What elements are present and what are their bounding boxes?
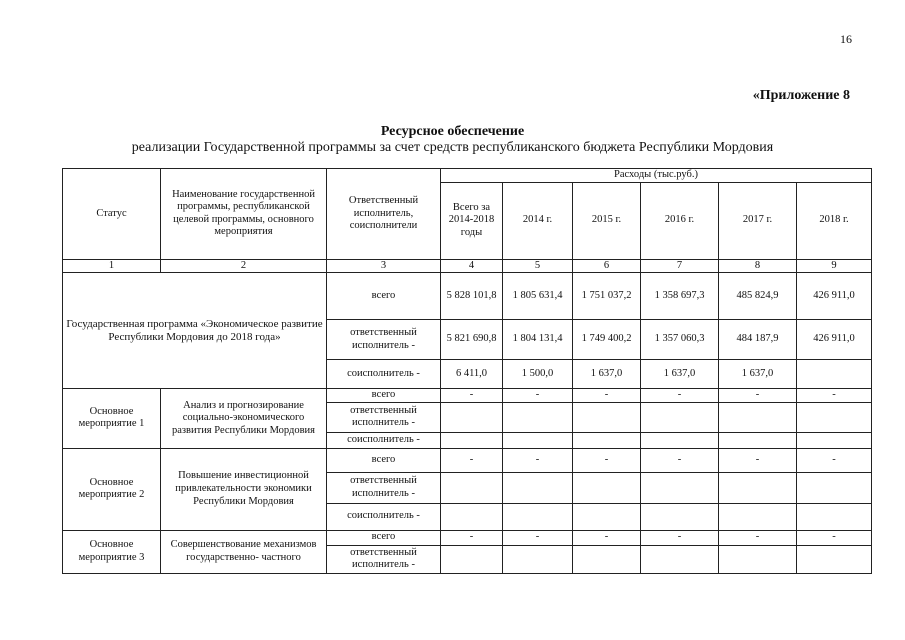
header-year: 2017 г.	[719, 182, 797, 259]
activity-name: Повышение инвестиционной привлекательности экономики Республики Мордовия	[161, 448, 327, 530]
role-cell: соисполнитель -	[327, 360, 441, 389]
value-cell: -	[441, 389, 503, 403]
column-number: 8	[719, 259, 797, 273]
value-cell: 484 187,9	[719, 320, 797, 360]
column-number: 2	[161, 259, 327, 273]
column-number: 3	[327, 259, 441, 273]
role-cell: всего	[327, 448, 441, 472]
value-cell	[797, 402, 872, 432]
value-cell: 1 637,0	[573, 360, 641, 389]
value-cell: 1 751 037,2	[573, 273, 641, 320]
value-cell	[573, 472, 641, 503]
value-cell	[573, 503, 641, 530]
value-cell	[797, 360, 872, 389]
value-cell	[641, 545, 719, 573]
header-year: 2018 г.	[797, 182, 872, 259]
resource-table	[62, 168, 872, 574]
value-cell	[503, 503, 573, 530]
value-cell	[719, 402, 797, 432]
value-cell	[441, 402, 503, 432]
role-cell: соисполнитель -	[327, 432, 441, 448]
appendix-label: «Приложение 8	[752, 88, 850, 103]
value-cell	[641, 503, 719, 530]
header-status: Статус	[63, 169, 161, 260]
column-number: 9	[797, 259, 872, 273]
table-row	[63, 448, 872, 472]
value-cell: 1 637,0	[641, 360, 719, 389]
value-cell: -	[641, 389, 719, 403]
header-executor: Ответственный исполнитель, соисполнители	[327, 169, 441, 260]
value-cell: -	[441, 448, 503, 472]
value-cell	[441, 545, 503, 573]
column-number: 5	[503, 259, 573, 273]
role-cell: ответственный исполнитель -	[327, 545, 441, 573]
value-cell	[573, 432, 641, 448]
value-cell: 1 637,0	[719, 360, 797, 389]
activity-status: Основное мероприятие 1	[63, 389, 161, 449]
table-row	[63, 389, 872, 403]
value-cell: 1 805 631,4	[503, 273, 573, 320]
role-cell: всего	[327, 389, 441, 403]
value-cell: -	[503, 530, 573, 545]
activity-status: Основное мероприятие 3	[63, 530, 161, 573]
value-cell	[719, 472, 797, 503]
header-row	[63, 169, 872, 183]
value-cell	[503, 402, 573, 432]
value-cell	[641, 432, 719, 448]
header-expenses: Расходы (тыс.руб.)	[441, 169, 872, 183]
value-cell: -	[641, 530, 719, 545]
column-number-row	[63, 259, 872, 273]
value-cell	[573, 545, 641, 573]
value-cell	[441, 472, 503, 503]
header-name: Наименование государственной программы, республиканской целевой программы, основного мероприятия	[161, 169, 327, 260]
document-subtitle: реализации Государственной программы за счет средств республиканского бюджета Республики Мордовия	[131, 140, 774, 155]
value-cell: 1 804 131,4	[503, 320, 573, 360]
value-cell: -	[573, 530, 641, 545]
value-cell: -	[797, 389, 872, 403]
value-cell: -	[441, 530, 503, 545]
value-cell: 1 749 400,2	[573, 320, 641, 360]
header-year: 2016 г.	[641, 182, 719, 259]
value-cell	[641, 472, 719, 503]
page-number: 16	[840, 32, 852, 46]
value-cell	[719, 545, 797, 573]
value-cell: 1 500,0	[503, 360, 573, 389]
role-cell: ответственный исполнитель -	[327, 402, 441, 432]
value-cell	[441, 432, 503, 448]
activity-name: Анализ и прогнозирование социально-экономического развития Республики Мордовия	[161, 389, 327, 449]
value-cell: -	[503, 448, 573, 472]
value-cell: 1 358 697,3	[641, 273, 719, 320]
value-cell: -	[797, 530, 872, 545]
document-title: Ресурсное обеспечение	[380, 124, 525, 139]
value-cell	[503, 472, 573, 503]
role-cell: соисполнитель -	[327, 503, 441, 530]
column-number: 1	[63, 259, 161, 273]
column-number: 6	[573, 259, 641, 273]
value-cell	[503, 545, 573, 573]
value-cell: -	[641, 448, 719, 472]
value-cell	[797, 432, 872, 448]
role-cell: ответственный исполнитель -	[327, 320, 441, 360]
value-cell	[441, 503, 503, 530]
value-cell: 5 828 101,8	[441, 273, 503, 320]
header-year: 2015 г.	[573, 182, 641, 259]
column-number: 4	[441, 259, 503, 273]
value-cell	[797, 545, 872, 573]
value-cell: -	[719, 530, 797, 545]
value-cell: -	[719, 448, 797, 472]
value-cell	[641, 402, 719, 432]
value-cell	[797, 503, 872, 530]
value-cell	[503, 432, 573, 448]
value-cell: 426 911,0	[797, 320, 872, 360]
value-cell: -	[719, 389, 797, 403]
activity-status: Основное мероприятие 2	[63, 448, 161, 530]
value-cell: 426 911,0	[797, 273, 872, 320]
role-cell: всего	[327, 530, 441, 545]
activity-name: Совершенствование механизмов государственно- частного	[161, 530, 327, 573]
header-year: 2014 г.	[503, 182, 573, 259]
value-cell: -	[573, 448, 641, 472]
value-cell: 485 824,9	[719, 273, 797, 320]
value-cell: -	[797, 448, 872, 472]
value-cell: 5 821 690,8	[441, 320, 503, 360]
table-row	[63, 530, 872, 545]
value-cell: -	[573, 389, 641, 403]
program-name: Государственная программа «Экономическое развитие Республики Мордовия до 2018 года»	[63, 273, 327, 389]
value-cell: -	[503, 389, 573, 403]
value-cell	[719, 432, 797, 448]
value-cell	[719, 503, 797, 530]
value-cell	[797, 472, 872, 503]
column-number: 7	[641, 259, 719, 273]
value-cell: 6 411,0	[441, 360, 503, 389]
value-cell: 1 357 060,3	[641, 320, 719, 360]
header-total: Всего за 2014-2018 годы	[441, 182, 503, 259]
role-cell: всего	[327, 273, 441, 320]
table-row	[63, 273, 872, 320]
role-cell: ответственный исполнитель -	[327, 472, 441, 503]
value-cell	[573, 402, 641, 432]
